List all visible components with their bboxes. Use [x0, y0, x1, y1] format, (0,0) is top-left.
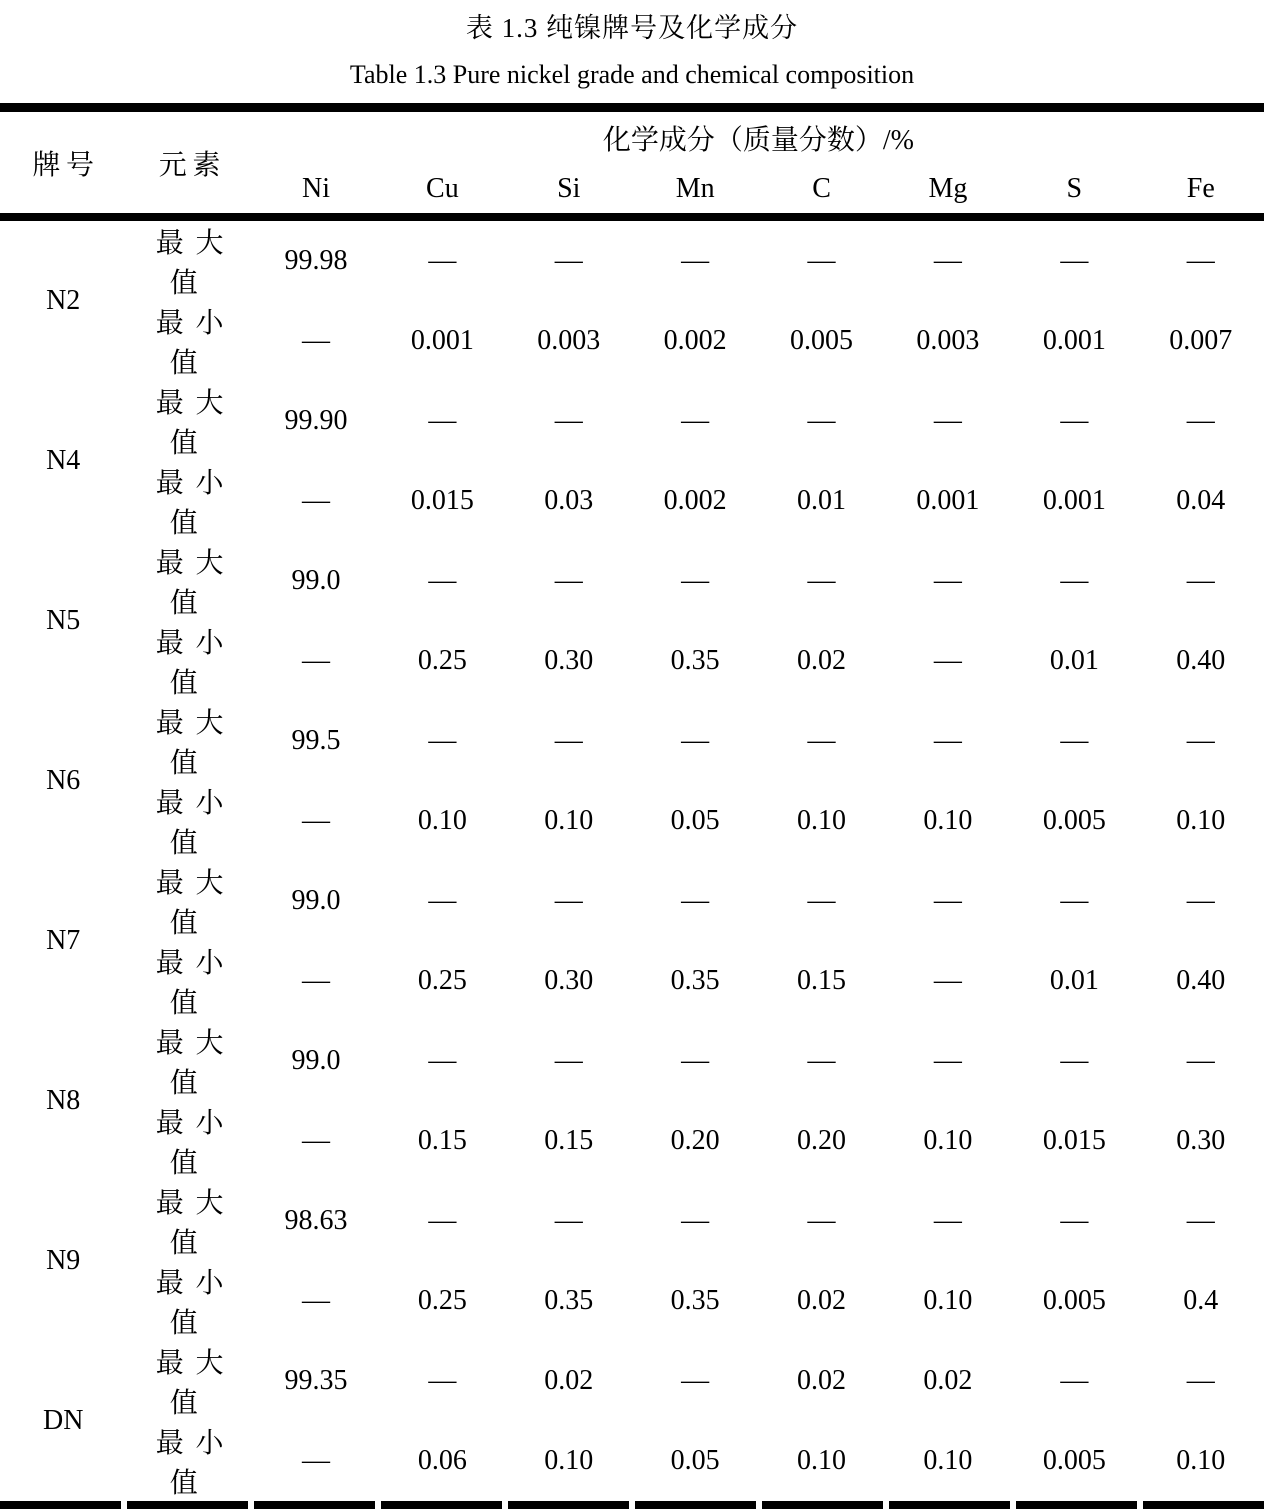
bottom-rule-segment: [889, 1501, 1010, 1509]
table-title-chinese: 表 1.3 纯镍牌号及化学成分: [465, 13, 799, 43]
value-cell-n5-max-si: —: [554, 565, 583, 596]
value-cell-n7-max-s: —: [1060, 885, 1089, 916]
value-cell-n8-max-mn: —: [681, 1045, 710, 1076]
value-cell-n7-min-mg: —: [933, 965, 962, 996]
value-cell-n4-min-fe: 0.04: [1176, 485, 1226, 516]
value-cell-n7-max-si: —: [554, 885, 583, 916]
grade-row-n9-min: [0, 1261, 1264, 1341]
value-cell-n9-min-mn: 0.35: [670, 1285, 720, 1316]
row-label-max: 最大值: [155, 1188, 236, 1259]
grade-label: N6: [46, 765, 81, 796]
row-label-max: 最大值: [155, 1348, 236, 1419]
value-cell-n4-max-ni: 99.90: [284, 405, 348, 436]
value-cell-n4-max-mn: —: [681, 405, 710, 436]
value-cell-n2-max-ni: 99.98: [284, 245, 348, 276]
value-cell-n8-max-s: —: [1060, 1045, 1089, 1076]
row-label-min: 最小值: [155, 308, 236, 379]
bottom-rule-segment: [254, 1501, 375, 1509]
value-cell-dn-max-mg: 0.02: [923, 1365, 973, 1396]
value-cell-n8-max-ni: 99.0: [291, 1045, 341, 1076]
row-label-max: 最大值: [155, 708, 236, 779]
value-cell-dn-max-fe: —: [1186, 1365, 1215, 1396]
value-cell-n6-max-c: —: [807, 725, 836, 756]
value-cell-n2-min-fe: 0.007: [1169, 325, 1233, 356]
value-cell-n4-min-mg: 0.001: [916, 485, 980, 516]
value-cell-n4-max-c: —: [807, 405, 836, 436]
value-cell-n5-min-c: 0.02: [797, 645, 847, 676]
value-cell-n9-max-ni: 98.63: [284, 1205, 348, 1236]
value-cell-n4-min-c: 0.01: [797, 485, 847, 516]
value-cell-n5-max-cu: —: [428, 565, 457, 596]
value-cell-n7-max-mn: —: [681, 885, 710, 916]
value-cell-n2-min-mn: 0.002: [663, 325, 727, 356]
grade-label: N9: [46, 1245, 81, 1276]
value-cell-n7-max-fe: —: [1186, 885, 1215, 916]
value-cell-n8-min-si: 0.15: [544, 1125, 594, 1156]
value-cell-dn-min-ni: —: [301, 1445, 330, 1476]
value-cell-n5-min-ni: —: [301, 645, 330, 676]
value-cell-n9-max-si: —: [554, 1205, 583, 1236]
value-cell-n9-min-si: 0.35: [544, 1285, 594, 1316]
bottom-rule-segment: [1143, 1501, 1264, 1509]
bottom-rule-segment: [381, 1501, 502, 1509]
value-cell-n4-min-s: 0.001: [1042, 485, 1106, 516]
row-label-max: 最大值: [155, 1028, 236, 1099]
value-cell-n5-min-s: 0.01: [1049, 645, 1099, 676]
value-cell-n8-max-cu: —: [428, 1045, 457, 1076]
header-symbol-si: Si: [557, 172, 581, 204]
value-cell-n9-max-mg: —: [933, 1205, 962, 1236]
value-cell-n6-max-s: —: [1060, 725, 1089, 756]
value-cell-n5-max-ni: 99.0: [291, 565, 341, 596]
row-label-min: 最小值: [155, 788, 236, 859]
grade-row-n2-max: [0, 217, 1264, 301]
value-cell-n7-min-mn: 0.35: [670, 965, 720, 996]
value-cell-n7-min-s: 0.01: [1049, 965, 1099, 996]
bottom-rule-segment: [1016, 1501, 1137, 1509]
row-label-min: 最小值: [155, 1268, 236, 1339]
value-cell-n4-min-cu: 0.015: [410, 485, 474, 516]
grade-row-n4-min: [0, 461, 1264, 541]
row-label-min: 最小值: [155, 468, 236, 539]
value-cell-dn-min-mn: 0.05: [670, 1445, 720, 1476]
value-cell-n7-min-ni: —: [301, 965, 330, 996]
value-cell-n5-min-fe: 0.40: [1176, 645, 1226, 676]
value-cell-n8-min-ni: —: [301, 1125, 330, 1156]
value-cell-n5-max-c: —: [807, 565, 836, 596]
value-cell-dn-min-fe: 0.10: [1176, 1445, 1226, 1476]
value-cell-n9-min-ni: —: [301, 1285, 330, 1316]
grade-row-n6-max: [0, 701, 1264, 781]
value-cell-n9-max-cu: —: [428, 1205, 457, 1236]
value-cell-n5-max-mn: —: [681, 565, 710, 596]
header-row-1: [0, 112, 1264, 164]
value-cell-n5-max-fe: —: [1186, 565, 1215, 596]
value-cell-dn-max-ni: 99.35: [284, 1365, 348, 1396]
value-cell-n4-min-ni: —: [301, 485, 330, 516]
row-label-min: 最小值: [155, 948, 236, 1019]
value-cell-n9-min-fe: 0.4: [1183, 1285, 1219, 1316]
value-cell-n8-min-mg: 0.10: [923, 1125, 973, 1156]
value-cell-n2-min-si: 0.003: [537, 325, 601, 356]
value-cell-dn-min-cu: 0.06: [417, 1445, 467, 1476]
value-cell-n8-max-si: —: [554, 1045, 583, 1076]
value-cell-n9-max-s: —: [1060, 1205, 1089, 1236]
value-cell-n7-min-si: 0.30: [544, 965, 594, 996]
value-cell-n2-min-ni: —: [301, 325, 330, 356]
value-cell-n4-max-cu: —: [428, 405, 457, 436]
header-symbol-cu: Cu: [426, 172, 459, 204]
value-cell-n2-max-fe: —: [1186, 245, 1215, 276]
row-label-max: 最大值: [155, 388, 236, 459]
value-cell-n7-max-ni: 99.0: [291, 885, 341, 916]
bottom-rule-segment: [635, 1501, 756, 1509]
grade-label: N5: [46, 605, 81, 636]
value-cell-n6-min-si: 0.10: [544, 805, 594, 836]
value-cell-n8-min-fe: 0.30: [1176, 1125, 1226, 1156]
value-cell-n6-min-ni: —: [301, 805, 330, 836]
value-cell-n9-max-mn: —: [681, 1205, 710, 1236]
value-cell-n6-max-ni: 99.5: [291, 725, 341, 756]
bottom-rule-segment: [508, 1501, 629, 1509]
value-cell-n8-min-mn: 0.20: [670, 1125, 720, 1156]
value-cell-n6-max-mn: —: [681, 725, 710, 756]
grade-row-n7-min: [0, 941, 1264, 1021]
grade-row-n6-min: [0, 781, 1264, 861]
value-cell-n7-max-c: —: [807, 885, 836, 916]
value-cell-n9-min-s: 0.005: [1042, 1285, 1106, 1316]
value-cell-n5-min-si: 0.30: [544, 645, 594, 676]
value-cell-dn-max-mn: —: [681, 1365, 710, 1396]
grade-row-n4-max: [0, 381, 1264, 461]
grade-row-dn-min: [0, 1421, 1264, 1501]
value-cell-n8-min-s: 0.015: [1042, 1125, 1106, 1156]
value-cell-n7-min-fe: 0.40: [1176, 965, 1226, 996]
bottom-rule: [0, 1501, 1264, 1509]
header-symbol-mg: Mg: [928, 172, 968, 204]
row-label-min: 最小值: [155, 1108, 236, 1179]
grade-row-n5-min: [0, 621, 1264, 701]
value-cell-dn-max-c: 0.02: [797, 1365, 847, 1396]
header-symbol-fe: Fe: [1186, 172, 1215, 204]
value-cell-n6-max-mg: —: [933, 725, 962, 756]
value-cell-dn-max-si: 0.02: [544, 1365, 594, 1396]
value-cell-n6-min-fe: 0.10: [1176, 805, 1226, 836]
value-cell-n2-min-c: 0.005: [790, 325, 854, 356]
grade-row-dn-max: [0, 1341, 1264, 1421]
value-cell-n4-min-si: 0.03: [544, 485, 594, 516]
value-cell-n6-max-fe: —: [1186, 725, 1215, 756]
value-cell-n5-min-mg: —: [933, 645, 962, 676]
value-cell-dn-min-si: 0.10: [544, 1445, 594, 1476]
value-cell-n8-max-mg: —: [933, 1045, 962, 1076]
value-cell-n8-max-c: —: [807, 1045, 836, 1076]
header-symbol-mn: Mn: [675, 172, 715, 204]
value-cell-n9-max-c: —: [807, 1205, 836, 1236]
value-cell-n6-min-s: 0.005: [1042, 805, 1106, 836]
top-rule: [0, 103, 1264, 112]
row-label-max: 最大值: [155, 868, 236, 939]
value-cell-n2-min-s: 0.001: [1042, 325, 1106, 356]
value-cell-n6-max-si: —: [554, 725, 583, 756]
value-cell-n7-min-cu: 0.25: [417, 965, 467, 996]
value-cell-dn-min-c: 0.10: [797, 1445, 847, 1476]
value-cell-n5-max-s: —: [1060, 565, 1089, 596]
value-cell-n9-min-mg: 0.10: [923, 1285, 973, 1316]
grade-label: DN: [42, 1405, 84, 1436]
grade-row-n7-max: [0, 861, 1264, 941]
value-cell-n8-max-fe: —: [1186, 1045, 1215, 1076]
value-cell-n8-min-cu: 0.15: [417, 1125, 467, 1156]
value-cell-dn-min-s: 0.005: [1042, 1445, 1106, 1476]
bottom-rule-segment: [0, 1501, 121, 1509]
grade-row-n8-max: [0, 1021, 1264, 1101]
table-title-english: Table 1.3 Pure nickel grade and chemical composition: [349, 60, 915, 89]
value-cell-n9-min-c: 0.02: [797, 1285, 847, 1316]
value-cell-n9-max-fe: —: [1186, 1205, 1215, 1236]
bottom-rule-segment: [762, 1501, 883, 1509]
value-cell-n2-max-cu: —: [428, 245, 457, 276]
bottom-rule-segment: [127, 1501, 248, 1509]
value-cell-n5-min-mn: 0.35: [670, 645, 720, 676]
value-cell-dn-min-mg: 0.10: [923, 1445, 973, 1476]
table-body: [0, 217, 1264, 1501]
value-cell-n4-max-s: —: [1060, 405, 1089, 436]
value-cell-n5-max-mg: —: [933, 565, 962, 596]
value-cell-n2-min-cu: 0.001: [410, 325, 474, 356]
grade-row-n2-min: [0, 301, 1264, 381]
row-label-min: 最小值: [155, 1428, 236, 1499]
value-cell-n2-max-c: —: [807, 245, 836, 276]
value-cell-n2-min-mg: 0.003: [916, 325, 980, 356]
value-cell-n6-min-c: 0.10: [797, 805, 847, 836]
grade-label: N7: [46, 925, 81, 956]
row-label-max: 最大值: [155, 548, 236, 619]
value-cell-n6-max-cu: —: [428, 725, 457, 756]
value-cell-n8-min-c: 0.20: [797, 1125, 847, 1156]
value-cell-n7-max-cu: —: [428, 885, 457, 916]
value-cell-dn-max-s: —: [1060, 1365, 1089, 1396]
row-label-max: 最大值: [155, 228, 236, 299]
header-symbol-c: C: [812, 172, 831, 204]
composition-table: [0, 112, 1264, 1501]
value-cell-n4-max-si: —: [554, 405, 583, 436]
grade-row-n9-max: [0, 1181, 1264, 1261]
value-cell-n2-max-mn: —: [681, 245, 710, 276]
row-label-min: 最小值: [155, 628, 236, 699]
value-cell-n4-max-mg: —: [933, 405, 962, 436]
grade-label: N2: [46, 285, 81, 316]
header-element: 元素: [158, 149, 226, 181]
header-symbol-ni: Ni: [301, 172, 330, 204]
grade-label: N4: [46, 445, 81, 476]
value-cell-n7-max-mg: —: [933, 885, 962, 916]
value-cell-n4-max-fe: —: [1186, 405, 1215, 436]
value-cell-dn-max-cu: —: [428, 1365, 457, 1396]
value-cell-n7-min-c: 0.15: [797, 965, 847, 996]
value-cell-n2-max-mg: —: [933, 245, 962, 276]
grade-row-n5-max: [0, 541, 1264, 621]
value-cell-n6-min-mn: 0.05: [670, 805, 720, 836]
header-symbol-s: S: [1066, 172, 1083, 204]
header-composition: 化学成分（质量分数）/%: [602, 125, 914, 156]
value-cell-n2-max-s: —: [1060, 245, 1089, 276]
table-header: [0, 112, 1264, 217]
value-cell-n2-max-si: —: [554, 245, 583, 276]
value-cell-n5-min-cu: 0.25: [417, 645, 467, 676]
value-cell-n6-min-cu: 0.10: [417, 805, 467, 836]
value-cell-n4-min-mn: 0.002: [663, 485, 727, 516]
header-grade: 牌号: [32, 149, 100, 181]
value-cell-n9-min-cu: 0.25: [417, 1285, 467, 1316]
value-cell-n6-min-mg: 0.10: [923, 805, 973, 836]
grade-row-n8-min: [0, 1101, 1264, 1181]
grade-label: N8: [46, 1085, 81, 1116]
